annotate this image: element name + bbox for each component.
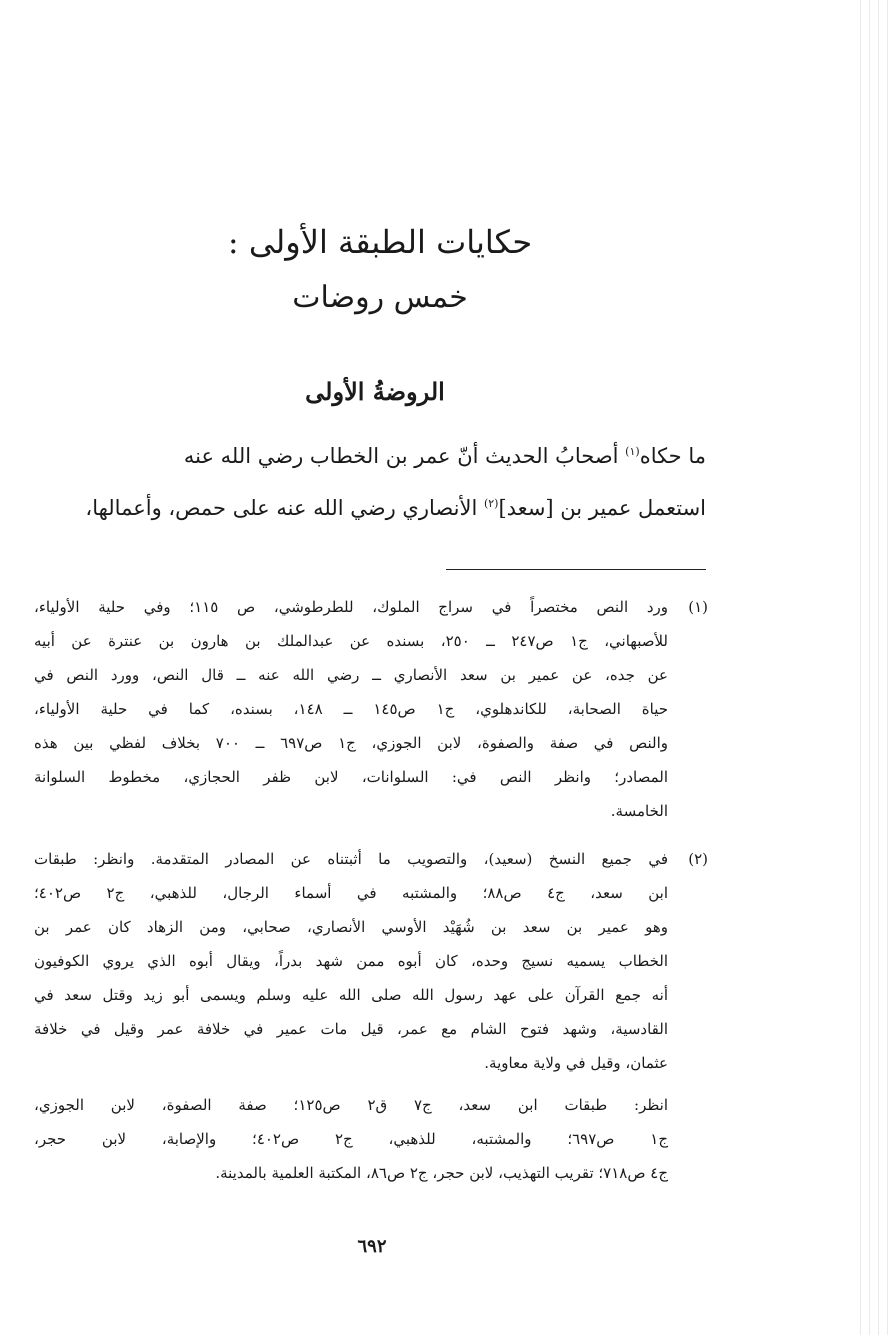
footnote-2-line: ج١ ص٦٩٧؛ والمشتبه، للذهبي، ج٢ ص٤٠٢؛ والإصابة، لابن حجر، (34, 1130, 669, 1148)
page-edge (855, 0, 895, 1335)
body-text: أصحابُ الحديث أنّ عمر بن الخطاب رضي الله عنه (183, 444, 626, 468)
footnote-separator (446, 569, 706, 570)
footnote-ref-1: (١) (625, 445, 640, 458)
footnote-number-1: (١) (688, 598, 708, 616)
body-text: ما حكاه (639, 444, 706, 468)
body-text: الأنصاري رضي الله عنه على حمص، وأعمالها، (85, 496, 484, 520)
footnote-1-line: الخامسة. (610, 802, 668, 820)
body-line-2 (85, 488, 706, 528)
footnote-2-line: انظر: طبقات ابن سعد، ج٧ ق٢ ص١٢٥؛ صفة الصفوة، لابن الجوزي، (34, 1096, 668, 1114)
footnote-2-line: القادسية، وشهد فتوح الشام مع عمر، قيل مات عمير في خلافة عمر وقيل في خلافة (34, 1020, 668, 1038)
footnote-2-line: أنه جمع القرآن على عهد رسول الله صلى الله عليه وسلم ويسمى أبو زيد وقتل سعد في (34, 986, 668, 1004)
footnote-2-line: عثمان، وقيل في ولاية معاوية. (484, 1054, 668, 1072)
page-number: ٦٩٢ (357, 1236, 387, 1257)
footnote-1-line: والنص في صفة والصفوة، لابن الجوزي، ج١ ص٦٩٧ ــ ٧٠٠ بخلاف لفظي بين هذه (34, 734, 668, 752)
footnote-1-line: عن جده، عن عمير بن سعد الأنصاري ــ رضي الله عنه ــ قال النص، وورد النص في (34, 666, 668, 684)
chapter-subtitle: خمس روضات (292, 280, 468, 315)
footnote-2-line: في جميع النسخ (سعيد)، والتصويب ما أثبتناه عن المصادر المتقدمة. وانظر: طبقات (34, 850, 668, 868)
footnote-1-line: للأصبهاني، ج١ ص٢٤٧ ــ ٢٥٠، بسنده عن عبدالملك بن هارون بن عنترة عن أبيه (34, 632, 668, 650)
footnote-1-line: ورد النص مختصراً في سراج الملوك، للطرطوشي، ص ١١٥؛ وفي حلية الأولياء، (34, 598, 668, 616)
body-text: استعمل عمير بن [سعد] (498, 496, 706, 520)
footnote-2-line: الخطاب يسميه نسيج وحده، كان أبوه ممن شهد بدراً، ويقال أبوه الذي يروي الكوفيون (34, 952, 668, 970)
section-title: الروضةُ الأولى (305, 377, 445, 406)
footnote-2-line: ج٤ ص٧١٨؛ تقريب التهذيب، لابن حجر، ج٢ ص٨٦، المكتبة العلمية بالمدينة. (215, 1164, 668, 1182)
footnote-ref-2: (٢) (483, 497, 499, 510)
footnote-1-line: حياة الصحابة، للكاندهلوي، ج١ ص١٤٥ ــ ١٤٨، بسنده، كما في حلية الأولياء، (34, 700, 669, 718)
footnote-2-line: وهو عمير بن سعد بن شُهَيْد الأوسي الأنصاري، صحابي، ومن الزهاد كان عمر بن (34, 918, 668, 936)
footnote-number-2: (٢) (688, 850, 708, 868)
chapter-title: حكايات الطبقة الأولى : (227, 223, 533, 261)
footnote-2-line: ابن سعد، ج٤ ص٨٨؛ والمشتبه في أسماء الرجال، للذهبي، ج٢ ص٤٠٢؛ (34, 884, 669, 902)
body-line-1 (183, 436, 706, 476)
footnote-1-line: المصادر؛ وانظر النص في: السلوانات، لابن ظفر الحجازي، مخطوط السلوانة (34, 768, 668, 786)
